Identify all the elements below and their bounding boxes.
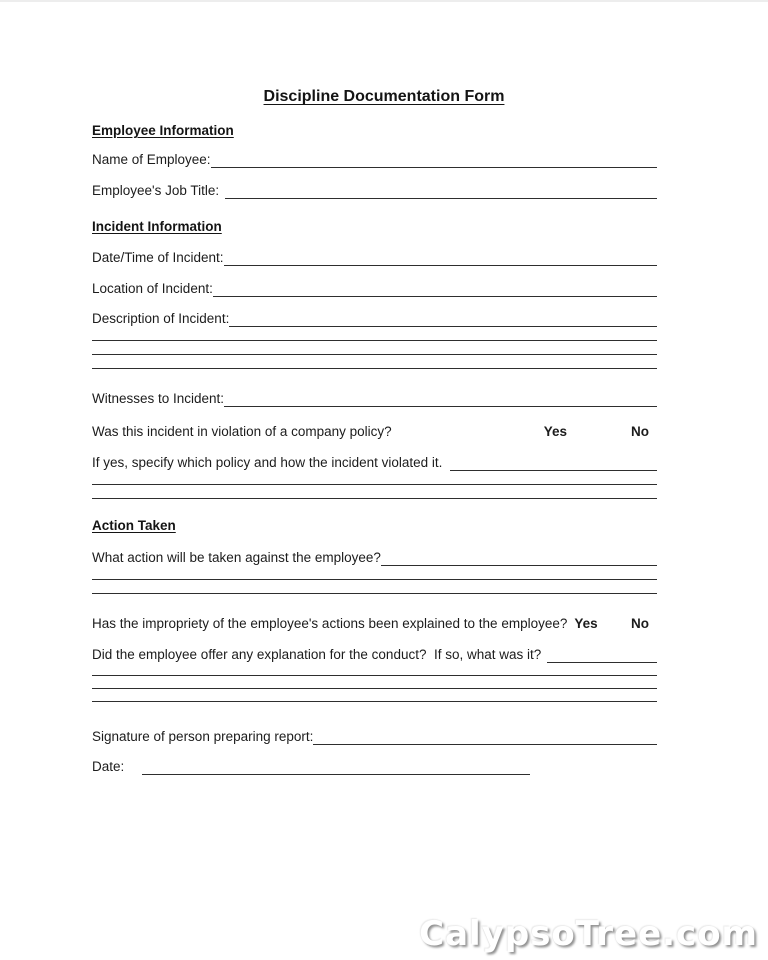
- date-time-of-incident-label: Date/Time of Incident:: [92, 250, 224, 265]
- field-row-signature: [92, 728, 657, 745]
- date-input-line[interactable]: [142, 759, 530, 775]
- job-title-label: Employee's Job Title:: [92, 183, 220, 198]
- date-time-of-incident-input-line[interactable]: [224, 250, 657, 266]
- impropriety-explained-yes-option[interactable]: Yes: [574, 616, 598, 631]
- description-of-incident-input-line[interactable]: [229, 311, 657, 327]
- witnesses-to-incident-input-line[interactable]: [224, 391, 657, 407]
- field-row-description-of-incident: [92, 310, 657, 327]
- location-of-incident-input-line[interactable]: [213, 281, 657, 297]
- if-yes-extra-line-2[interactable]: [92, 485, 657, 499]
- field-row-date: [92, 758, 657, 775]
- explanation-extra-line-2[interactable]: [92, 676, 657, 689]
- form-content: [92, 123, 657, 775]
- name-of-employee-input-line[interactable]: [211, 152, 657, 168]
- witnesses-to-incident-label: Witnesses to Incident:: [92, 391, 225, 406]
- what-action-extra-line-2[interactable]: [92, 580, 657, 594]
- explanation-extra-line-1[interactable]: [92, 663, 657, 676]
- if-yes-extra-line-1[interactable]: [92, 471, 657, 485]
- impropriety-explained-question-label: Has the impropriety of the employee's actions been explained to the employee?: [92, 616, 568, 631]
- signature-input-line[interactable]: [313, 729, 657, 745]
- policy-violation-no-option[interactable]: No: [631, 424, 649, 439]
- field-row-witnesses-to-incident: [92, 390, 657, 407]
- what-action-taken-label: What action will be taken against the employee?: [92, 550, 381, 565]
- field-row-if-yes-specify-policy: [92, 454, 657, 471]
- field-row-location-of-incident: [92, 280, 657, 297]
- name-of-employee-label: Name of Employee:: [92, 152, 211, 167]
- section-heading-incident-information: Incident Information: [92, 219, 222, 234]
- date-label: Date:: [92, 759, 125, 774]
- location-of-incident-label: Location of Incident:: [92, 281, 213, 296]
- what-action-extra-line-1[interactable]: [92, 566, 657, 580]
- question-row-policy-violation: [92, 423, 657, 440]
- field-row-employee-explanation: [92, 646, 657, 663]
- description-of-incident-label: Description of Incident:: [92, 311, 230, 326]
- field-row-date-time-of-incident: [92, 249, 657, 266]
- if-yes-specify-policy-label: If yes, specify which policy and how the incident violated it.: [92, 455, 443, 470]
- field-row-job-title: [92, 182, 657, 199]
- page-title: Discipline Documentation Form: [263, 88, 505, 105]
- section-heading-employee-information: Employee Information: [92, 123, 234, 138]
- field-row-name-of-employee: [92, 151, 657, 168]
- employee-explanation-question-label: Did the employee offer any explanation for the conduct? If so, what was it?: [92, 647, 542, 662]
- impropriety-explained-no-option[interactable]: No: [631, 616, 649, 631]
- signature-label: Signature of person preparing report:: [92, 729, 314, 744]
- policy-violation-question-label: Was this incident in violation of a company policy?: [92, 424, 392, 439]
- employee-explanation-input-line[interactable]: [547, 647, 657, 663]
- description-extra-line-1[interactable]: [92, 327, 657, 341]
- if-yes-specify-policy-input-line[interactable]: [450, 455, 657, 471]
- policy-violation-yes-option[interactable]: Yes: [543, 424, 567, 439]
- explanation-extra-line-3[interactable]: [92, 689, 657, 702]
- job-title-input-line[interactable]: [225, 183, 657, 199]
- question-row-impropriety-explained: [92, 615, 657, 632]
- description-extra-line-2[interactable]: [92, 341, 657, 355]
- description-extra-line-3[interactable]: [92, 355, 657, 369]
- what-action-taken-input-line[interactable]: [381, 550, 657, 566]
- field-row-what-action-taken: [92, 549, 657, 566]
- section-heading-action-taken: Action Taken: [92, 518, 176, 533]
- calypsotree-watermark: CalypsoTree.com: [419, 914, 758, 954]
